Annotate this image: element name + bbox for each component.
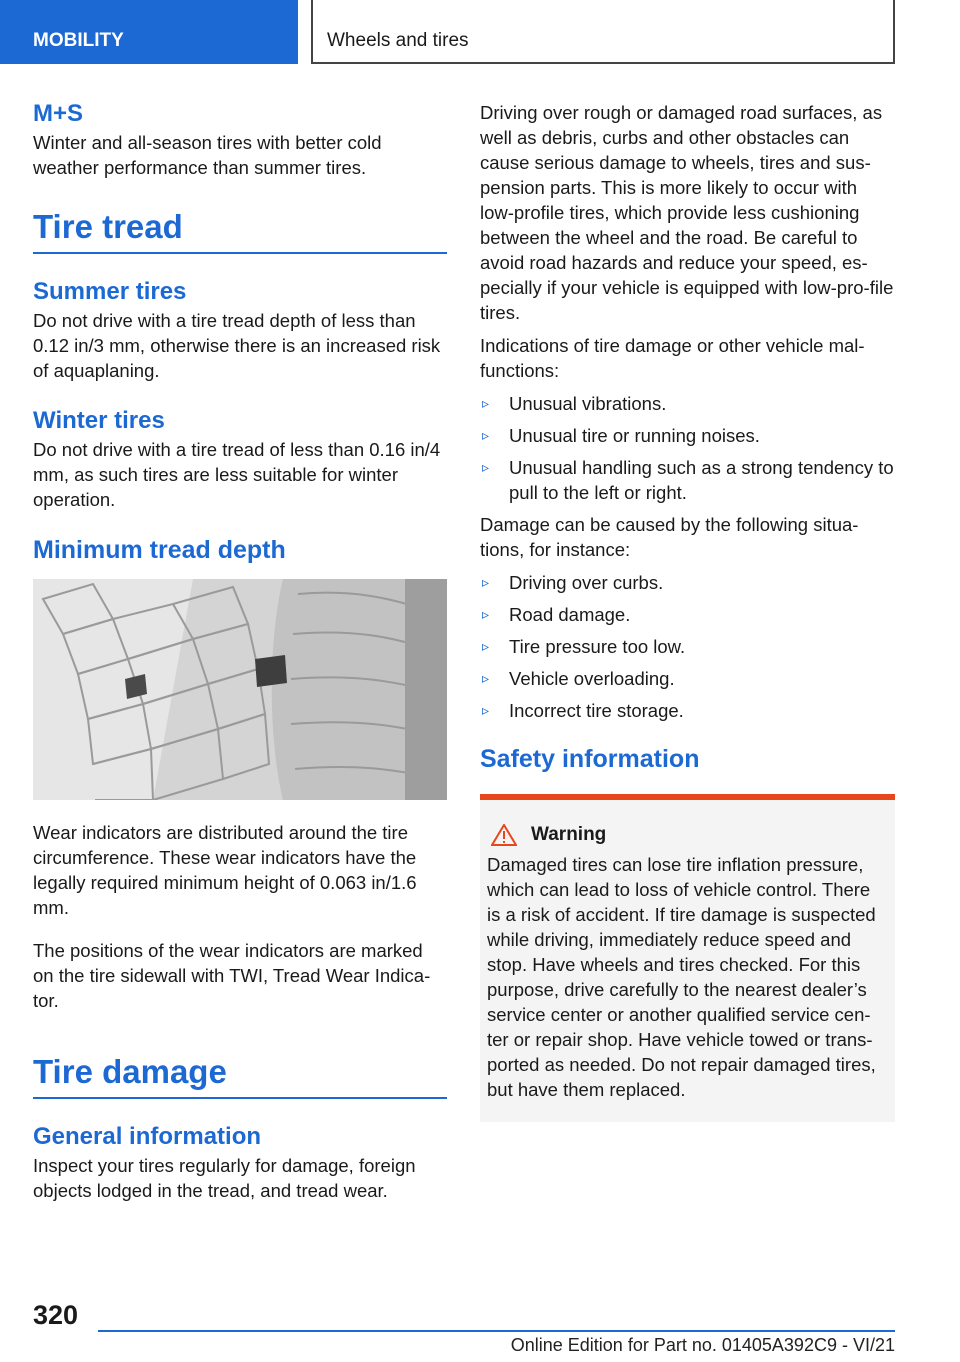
bullet-icon: ▹ — [482, 395, 490, 411]
bullet-icon: ▹ — [482, 574, 490, 590]
list-item — [480, 666, 895, 691]
winter-tires-heading: Winter tires — [33, 407, 165, 434]
bullet-icon: ▹ — [482, 427, 490, 443]
rough-roads-text: Driving over rough or damaged road surfaces, as well as debris, curbs and other obstacles can cause serious damage to wheels, tires and sus-pension parts. This is more likely to occur with low-profile tires, which provide less cushioning between the wheel and the road. Be careful to avoid road hazards and reduce your speed, es-pecially if your vehicle is equipped with low-pro-file tires. — [480, 102, 894, 323]
tread-wear-indicator-illustration — [33, 579, 447, 800]
bullet-icon: ▹ — [482, 459, 490, 475]
list-item — [480, 634, 895, 659]
section-label: MOBILITY — [33, 30, 124, 51]
warning-label: Warning — [531, 824, 607, 845]
section-tab — [0, 0, 298, 64]
wear-positions-text: The positions of the wear indicators are marked on the tire sidewall with TWI, Tread Wear Indica-tor. — [33, 940, 431, 1011]
tire-damage-heading: Tire damage — [33, 1053, 447, 1099]
minimum-tread-heading: Minimum tread depth — [33, 536, 286, 564]
edition-footer: Online Edition for Part no. 01405A392C9 - VI/21 — [510, 1335, 895, 1355]
list-item-text: Unusual vibrations. — [509, 393, 667, 414]
winter-tires-text: Do not drive with a tire tread of less than 0.16 in/4 mm, as such tires are less suitable for winter operation. — [33, 439, 441, 510]
warning-text: Damaged tires can lose tire inflation pressure, which can lead to loss of vehicle control. There is a risk of accident. If tire damage is suspected while driving, immediately reduce speed and stop. Have wheels and tires checked. For this purpose, drive carefully to the nearest dealer’s service center or another qualified service cen-ter or repair shop. Have vehicle towed or trans-ported as needed. Do not repair damaged tires, but have them replaced. — [487, 854, 876, 1100]
summer-tires-text: Do not drive with a tire tread depth of less than 0.12 in/3 mm, otherwise there is an increased risk of aquaplaning. — [33, 310, 441, 381]
bullet-icon: ▹ — [482, 670, 490, 686]
list-item-text: Unusual tire or running noises. — [509, 425, 760, 446]
list-item — [480, 570, 895, 595]
list-item-text: Road damage. — [509, 604, 631, 625]
left-column — [33, 100, 447, 1203]
indications-list — [480, 391, 895, 505]
list-item-text: Tire pressure too low. — [509, 636, 686, 657]
safety-information-heading: Safety information — [480, 745, 700, 773]
footer-divider — [98, 1330, 895, 1332]
warning-triangle-icon — [491, 824, 517, 846]
causes-intro: Damage can be caused by the following situa-tions, for instance: — [480, 514, 859, 560]
list-item-text: Unusual handling such as a strong tendency to pull to the left or right. — [509, 457, 894, 503]
bullet-icon: ▹ — [482, 606, 490, 622]
causes-list — [480, 570, 895, 723]
tire-tread-heading: Tire tread — [33, 208, 447, 254]
bullet-icon: ▹ — [482, 638, 490, 654]
list-item-text: Vehicle overloading. — [509, 668, 675, 689]
general-information-text: Inspect your tires regularly for damage, foreign objects lodged in the tread, and tread wear. — [33, 1155, 416, 1201]
list-item — [480, 602, 895, 627]
indications-intro: Indications of tire damage or other vehicle mal-functions: — [480, 335, 865, 381]
page-number: 320 — [33, 1300, 79, 1330]
ms-text: Winter and all-season tires with better cold weather performance than summer tires. — [33, 132, 382, 178]
list-item — [480, 391, 895, 416]
right-column — [480, 100, 895, 1122]
warning-box — [480, 794, 895, 1122]
list-item-text: Driving over curbs. — [509, 572, 664, 593]
list-item — [480, 698, 895, 723]
chapter-title — [311, 0, 895, 64]
general-information-heading: General information — [33, 1123, 262, 1150]
chapter-title-text: Wheels and tires — [327, 30, 469, 51]
summer-tires-heading: Summer tires — [33, 278, 187, 305]
bullet-icon: ▹ — [482, 702, 490, 718]
list-item-text: Incorrect tire storage. — [509, 700, 684, 721]
wear-indicators-text: Wear indicators are distributed around the tire circumference. These wear indicators have the legally required minimum height of 0.063 in/1.6 mm. — [33, 822, 417, 918]
list-item — [480, 455, 895, 505]
warning-header — [487, 824, 887, 846]
ms-heading: M+S — [33, 100, 84, 127]
list-item — [480, 423, 895, 448]
